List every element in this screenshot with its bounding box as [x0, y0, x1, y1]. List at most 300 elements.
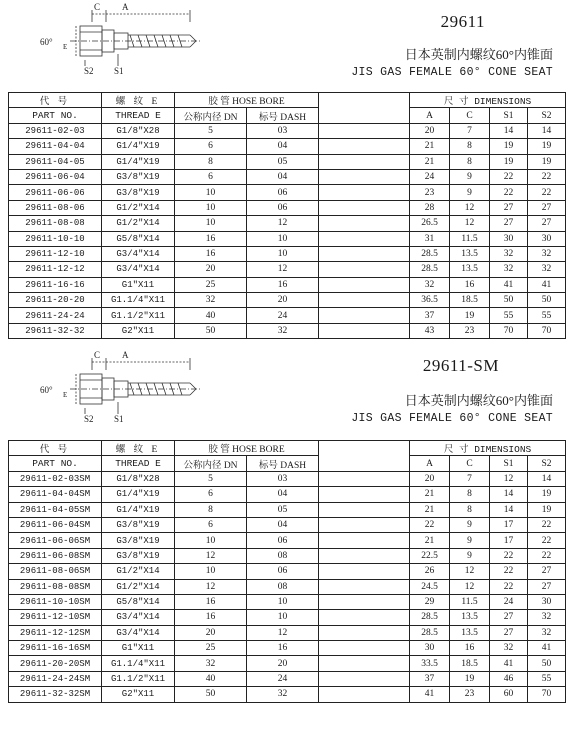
- table-row: [9, 231, 566, 246]
- cell-dim-s1: 14: [490, 502, 528, 517]
- cell-dash: 20: [247, 293, 319, 308]
- cell-dash: 12: [247, 262, 319, 277]
- table-row: [9, 277, 566, 292]
- cell-part-no: 29611-04-05SM: [9, 502, 102, 517]
- label-angle: 60°: [40, 385, 53, 395]
- cell-dn: 10: [175, 216, 247, 231]
- cell-dim-s1: 41: [490, 656, 528, 671]
- cell-dash: 16: [247, 277, 319, 292]
- cell-thread: G3/8"X19: [102, 533, 175, 548]
- cell-dn: 10: [175, 564, 247, 579]
- table-row: [9, 656, 566, 671]
- cell-dash: 12: [247, 216, 319, 231]
- label-s2: S2: [84, 414, 94, 424]
- header-spacer: [319, 441, 410, 472]
- cell-dim-c: 11.5: [450, 594, 490, 609]
- cell-thread: G1.1/4"X11: [102, 293, 175, 308]
- table-row: [9, 594, 566, 609]
- header-row-1: [9, 441, 566, 456]
- header-hose-bore: 胶 管 HOSE BORE: [175, 441, 319, 456]
- cell-part-no: 29611-12-12: [9, 262, 102, 277]
- cell-dim-a: 30: [410, 641, 450, 656]
- cell-dim-s1: 14: [490, 123, 528, 138]
- cell-part-no: 29611-06-04: [9, 169, 102, 184]
- header-part-en: PART NO.: [9, 108, 102, 123]
- cell-spacer: [319, 323, 410, 338]
- cell-dim-a: 32: [410, 277, 450, 292]
- header-a: A: [410, 108, 450, 123]
- cell-dash: 32: [247, 323, 319, 338]
- cell-dim-s1: 14: [490, 487, 528, 502]
- cell-dim-s2: 27: [528, 564, 566, 579]
- cell-spacer: [319, 625, 410, 640]
- table-row: [9, 687, 566, 702]
- cell-dn: 6: [175, 139, 247, 154]
- cell-dim-a: 21: [410, 533, 450, 548]
- cell-dim-s1: 27: [490, 610, 528, 625]
- cell-spacer: [319, 139, 410, 154]
- cell-part-no: 29611-04-05: [9, 154, 102, 169]
- cell-part-no: 29611-24-24SM: [9, 671, 102, 686]
- cell-dim-c: 7: [450, 471, 490, 486]
- header-dn: 公称内径 DN: [175, 108, 247, 123]
- cell-dim-s2: 22: [528, 533, 566, 548]
- cell-dim-s1: 22: [490, 564, 528, 579]
- cell-dim-c: 19: [450, 671, 490, 686]
- header-part-cn: 代 号: [9, 93, 102, 108]
- cell-dash: 24: [247, 308, 319, 323]
- cell-part-no: 29611-06-06SM: [9, 533, 102, 548]
- cell-dim-s1: 27: [490, 216, 528, 231]
- cell-dim-s2: 55: [528, 308, 566, 323]
- cell-dim-s1: 22: [490, 185, 528, 200]
- cell-dim-a: 29: [410, 594, 450, 609]
- label-s1: S1: [114, 66, 124, 76]
- cell-dim-c: 18.5: [450, 656, 490, 671]
- cell-dash: 06: [247, 533, 319, 548]
- cell-dn: 16: [175, 610, 247, 625]
- cell-dn: 40: [175, 308, 247, 323]
- cell-dim-a: 21: [410, 502, 450, 517]
- cell-dim-a: 24.5: [410, 579, 450, 594]
- cell-spacer: [319, 594, 410, 609]
- cell-thread: G3/4"X14: [102, 246, 175, 261]
- cell-dash: 10: [247, 610, 319, 625]
- cell-part-no: 29611-12-12SM: [9, 625, 102, 640]
- header-part-cn: 代 号: [9, 441, 102, 456]
- cell-dim-s2: 70: [528, 323, 566, 338]
- cell-thread: G1.1/4"X11: [102, 656, 175, 671]
- cell-part-no: 29611-10-10SM: [9, 594, 102, 609]
- header-row-2: [9, 456, 566, 471]
- cell-dim-c: 23: [450, 323, 490, 338]
- cell-thread: G2"X11: [102, 323, 175, 338]
- label-c: C: [94, 350, 101, 360]
- table-row: [9, 200, 566, 215]
- cell-dim-c: 13.5: [450, 262, 490, 277]
- cell-spacer: [319, 246, 410, 261]
- header-dash: 标号 DASH: [247, 456, 319, 471]
- table-row: [9, 533, 566, 548]
- cell-dash: 06: [247, 185, 319, 200]
- fitting-svg: [30, 348, 210, 430]
- cell-dim-a: 28.5: [410, 246, 450, 261]
- cell-dash: 20: [247, 656, 319, 671]
- cell-part-no: 29611-16-16: [9, 277, 102, 292]
- header-dash: 标号 DASH: [247, 108, 319, 123]
- cell-dash: 04: [247, 517, 319, 532]
- table-row: [9, 564, 566, 579]
- table-row: [9, 169, 566, 184]
- cell-dim-c: 8: [450, 502, 490, 517]
- cell-part-no: 29611-10-10: [9, 231, 102, 246]
- cell-thread: G1/2"X14: [102, 564, 175, 579]
- cell-dim-s2: 14: [528, 123, 566, 138]
- cell-part-no: 29611-04-04: [9, 139, 102, 154]
- cell-dn: 20: [175, 262, 247, 277]
- table-row: [9, 471, 566, 486]
- header-row-1: [9, 93, 566, 108]
- header-hose-bore: 胶 管 HOSE BORE: [175, 93, 319, 108]
- title-english: JIS GAS FEMALE 60° CONE SEAT: [351, 412, 553, 425]
- cell-dim-s1: 24: [490, 594, 528, 609]
- table-row: [9, 323, 566, 338]
- cell-dn: 32: [175, 656, 247, 671]
- cell-dim-s1: 27: [490, 200, 528, 215]
- fitting-svg: [30, 0, 210, 82]
- cell-part-no: 29611-32-32SM: [9, 687, 102, 702]
- cell-spacer: [319, 548, 410, 563]
- cell-dim-c: 18.5: [450, 293, 490, 308]
- cell-spacer: [319, 641, 410, 656]
- cell-dim-a: 21: [410, 154, 450, 169]
- cell-dim-s2: 30: [528, 594, 566, 609]
- cell-thread: G3/4"X14: [102, 625, 175, 640]
- cell-spacer: [319, 154, 410, 169]
- cell-thread: G3/8"X19: [102, 548, 175, 563]
- cell-dn: 8: [175, 502, 247, 517]
- cell-dim-c: 16: [450, 641, 490, 656]
- cell-spacer: [319, 471, 410, 486]
- cell-spacer: [319, 308, 410, 323]
- cell-dim-c: 11.5: [450, 231, 490, 246]
- cell-dim-s1: 19: [490, 154, 528, 169]
- header-thread-cn: 螺 纹 E: [102, 93, 175, 108]
- cell-part-no: 29611-12-10SM: [9, 610, 102, 625]
- cell-dim-a: 23: [410, 185, 450, 200]
- label-e: E: [63, 391, 68, 399]
- fitting-drawing: [30, 0, 210, 82]
- cell-thread: G1/4"X19: [102, 487, 175, 502]
- cell-thread: G3/4"X14: [102, 610, 175, 625]
- cell-dim-a: 24: [410, 169, 450, 184]
- cell-dash: 04: [247, 169, 319, 184]
- label-a: A: [122, 2, 129, 12]
- cell-spacer: [319, 487, 410, 502]
- cell-spacer: [319, 123, 410, 138]
- cell-thread: G1.1/2"X11: [102, 308, 175, 323]
- cell-spacer: [319, 216, 410, 231]
- table-row: [9, 579, 566, 594]
- cell-dim-a: 28.5: [410, 262, 450, 277]
- cell-dim-s2: 32: [528, 625, 566, 640]
- cell-dim-a: 37: [410, 308, 450, 323]
- cell-thread: G1/8"X28: [102, 123, 175, 138]
- table-row: [9, 625, 566, 640]
- cell-dash: 16: [247, 641, 319, 656]
- cell-dim-c: 9: [450, 517, 490, 532]
- cell-part-no: 29611-08-08: [9, 216, 102, 231]
- header-thread-cn: 螺 纹 E: [102, 441, 175, 456]
- cell-dim-a: 20: [410, 471, 450, 486]
- cell-spacer: [319, 533, 410, 548]
- cell-part-no: 29611-06-08SM: [9, 548, 102, 563]
- cell-dim-c: 9: [450, 185, 490, 200]
- cell-dn: 50: [175, 687, 247, 702]
- cell-dim-s1: 32: [490, 262, 528, 277]
- cell-part-no: 29611-08-08SM: [9, 579, 102, 594]
- cell-dim-a: 36.5: [410, 293, 450, 308]
- cell-dim-a: 41: [410, 687, 450, 702]
- cell-spacer: [319, 231, 410, 246]
- cell-part-no: 29611-24-24: [9, 308, 102, 323]
- cell-spacer: [319, 656, 410, 671]
- cell-thread: G1/2"X14: [102, 579, 175, 594]
- cell-thread: G3/8"X19: [102, 517, 175, 532]
- cell-thread: G1/2"X14: [102, 200, 175, 215]
- cell-thread: G1/4"X19: [102, 502, 175, 517]
- title-chinese: 日本英制内螺纹60°内锥面: [404, 47, 553, 62]
- header-spacer: [319, 93, 410, 124]
- cell-dash: 12: [247, 625, 319, 640]
- table-row: [9, 123, 566, 138]
- cell-dim-a: 28: [410, 200, 450, 215]
- cell-dn: 10: [175, 533, 247, 548]
- table-row: [9, 185, 566, 200]
- cell-thread: G1/4"X19: [102, 154, 175, 169]
- cell-dn: 16: [175, 231, 247, 246]
- cell-dn: 32: [175, 293, 247, 308]
- cell-dash: 05: [247, 154, 319, 169]
- cell-dim-c: 9: [450, 548, 490, 563]
- header-a: A: [410, 456, 450, 471]
- cell-dash: 32: [247, 687, 319, 702]
- header-thread-en: THREAD E: [102, 108, 175, 123]
- cell-dn: 8: [175, 154, 247, 169]
- cell-dim-s2: 41: [528, 277, 566, 292]
- cell-dim-s1: 22: [490, 169, 528, 184]
- cell-dim-s1: 22: [490, 579, 528, 594]
- table-row: [9, 487, 566, 502]
- cell-dim-c: 12: [450, 200, 490, 215]
- cell-dim-s1: 46: [490, 671, 528, 686]
- cell-part-no: 29611-12-10: [9, 246, 102, 261]
- cell-thread: G3/8"X19: [102, 185, 175, 200]
- cell-part-no: 29611-02-03SM: [9, 471, 102, 486]
- cell-dim-s1: 41: [490, 277, 528, 292]
- cell-dim-a: 22: [410, 517, 450, 532]
- model-title: 29611: [440, 12, 485, 31]
- header-row-2: [9, 108, 566, 123]
- cell-part-no: 29611-20-20SM: [9, 656, 102, 671]
- cell-dn: 10: [175, 185, 247, 200]
- cell-dim-a: 26: [410, 564, 450, 579]
- cell-dim-c: 8: [450, 487, 490, 502]
- header-c: C: [450, 456, 490, 471]
- cell-dim-a: 21: [410, 139, 450, 154]
- header-s2: S2: [528, 108, 566, 123]
- cell-dash: 06: [247, 200, 319, 215]
- cell-dn: 25: [175, 641, 247, 656]
- cell-dim-s2: 27: [528, 216, 566, 231]
- cell-dn: 6: [175, 169, 247, 184]
- cell-dim-c: 8: [450, 154, 490, 169]
- cell-dn: 20: [175, 625, 247, 640]
- table-row: [9, 610, 566, 625]
- cell-dim-a: 28.5: [410, 625, 450, 640]
- header-part-en: PART NO.: [9, 456, 102, 471]
- header-s1: S1: [490, 108, 528, 123]
- table-row: [9, 139, 566, 154]
- cell-dash: 06: [247, 564, 319, 579]
- cell-dn: 10: [175, 200, 247, 215]
- cell-dim-a: 33.5: [410, 656, 450, 671]
- cell-spacer: [319, 564, 410, 579]
- cell-dim-a: 26.5: [410, 216, 450, 231]
- cell-dn: 12: [175, 579, 247, 594]
- cell-spacer: [319, 277, 410, 292]
- cell-part-no: 29611-06-04SM: [9, 517, 102, 532]
- cell-spacer: [319, 502, 410, 517]
- label-a: A: [122, 350, 129, 360]
- table-row: [9, 262, 566, 277]
- cell-dim-s1: 50: [490, 293, 528, 308]
- cell-dn: 16: [175, 594, 247, 609]
- cell-dim-s1: 19: [490, 139, 528, 154]
- cell-part-no: 29611-08-06: [9, 200, 102, 215]
- cell-dash: 08: [247, 579, 319, 594]
- header-c: C: [450, 108, 490, 123]
- cell-thread: G1"X11: [102, 277, 175, 292]
- cell-part-no: 29611-02-03: [9, 123, 102, 138]
- cell-dim-a: 22.5: [410, 548, 450, 563]
- title-chinese: 日本英制内螺纹60°内锥面: [404, 393, 553, 408]
- label-e: E: [63, 43, 68, 51]
- cell-dash: 10: [247, 231, 319, 246]
- cell-dim-s1: 55: [490, 308, 528, 323]
- table-row: [9, 154, 566, 169]
- cell-dim-s1: 12: [490, 471, 528, 486]
- cell-dim-s1: 30: [490, 231, 528, 246]
- cell-spacer: [319, 200, 410, 215]
- cell-dash: 05: [247, 502, 319, 517]
- cell-dim-c: 7: [450, 123, 490, 138]
- cell-dim-s1: 27: [490, 625, 528, 640]
- cell-spacer: [319, 579, 410, 594]
- cell-dim-s2: 27: [528, 579, 566, 594]
- cell-dim-s1: 22: [490, 548, 528, 563]
- table-row: [9, 246, 566, 261]
- fitting-drawing: [30, 348, 210, 430]
- cell-thread: G1.1/2"X11: [102, 671, 175, 686]
- cell-dim-s2: 19: [528, 487, 566, 502]
- table-row: [9, 671, 566, 686]
- cell-dim-s2: 70: [528, 687, 566, 702]
- spec-table: [8, 440, 566, 703]
- header-s2: S2: [528, 456, 566, 471]
- cell-dim-s2: 41: [528, 641, 566, 656]
- cell-dash: 10: [247, 246, 319, 261]
- label-s1: S1: [114, 414, 124, 424]
- cell-dim-c: 13.5: [450, 625, 490, 640]
- cell-dim-s1: 60: [490, 687, 528, 702]
- header-thread-en: THREAD E: [102, 456, 175, 471]
- cell-thread: G3/4"X14: [102, 262, 175, 277]
- cell-dim-s1: 17: [490, 533, 528, 548]
- cell-thread: G1"X11: [102, 641, 175, 656]
- cell-thread: G2"X11: [102, 687, 175, 702]
- cell-dim-s2: 50: [528, 293, 566, 308]
- table-row: [9, 308, 566, 323]
- cell-dn: 25: [175, 277, 247, 292]
- cell-dim-c: 16: [450, 277, 490, 292]
- cell-part-no: 29611-16-16SM: [9, 641, 102, 656]
- cell-thread: G3/8"X19: [102, 169, 175, 184]
- cell-dim-c: 13.5: [450, 610, 490, 625]
- cell-dim-c: 8: [450, 139, 490, 154]
- cell-spacer: [319, 517, 410, 532]
- cell-thread: G1/2"X14: [102, 216, 175, 231]
- header-dimensions: 尺 寸 DIMENSIONS: [410, 93, 566, 108]
- cell-dim-s2: 22: [528, 169, 566, 184]
- cell-dash: 03: [247, 471, 319, 486]
- label-c: C: [94, 2, 101, 12]
- cell-dim-c: 9: [450, 533, 490, 548]
- cell-dim-s2: 32: [528, 610, 566, 625]
- cell-dim-s2: 22: [528, 185, 566, 200]
- cell-thread: G1/4"X19: [102, 139, 175, 154]
- cell-spacer: [319, 671, 410, 686]
- cell-spacer: [319, 169, 410, 184]
- cell-dn: 16: [175, 246, 247, 261]
- cell-dash: 10: [247, 594, 319, 609]
- cell-dn: 12: [175, 548, 247, 563]
- cell-dash: 04: [247, 487, 319, 502]
- cell-dim-c: 9: [450, 169, 490, 184]
- cell-spacer: [319, 293, 410, 308]
- header-dn: 公称内径 DN: [175, 456, 247, 471]
- cell-dim-c: 12: [450, 579, 490, 594]
- cell-spacer: [319, 687, 410, 702]
- cell-dim-c: 19: [450, 308, 490, 323]
- cell-dim-c: 12: [450, 564, 490, 579]
- cell-dim-s2: 19: [528, 502, 566, 517]
- model-title: 29611-SM: [422, 356, 499, 375]
- cell-spacer: [319, 262, 410, 277]
- table-row: [9, 641, 566, 656]
- cell-part-no: 29611-32-32: [9, 323, 102, 338]
- cell-thread: G5/8"X14: [102, 231, 175, 246]
- label-angle: 60°: [40, 37, 53, 47]
- spec-table: [8, 92, 566, 339]
- title-english: JIS GAS FEMALE 60° CONE SEAT: [351, 66, 553, 79]
- cell-dim-s2: 32: [528, 262, 566, 277]
- cell-dim-s2: 55: [528, 671, 566, 686]
- cell-dim-a: 43: [410, 323, 450, 338]
- cell-dim-s1: 70: [490, 323, 528, 338]
- cell-dim-s2: 19: [528, 139, 566, 154]
- cell-dim-s2: 22: [528, 548, 566, 563]
